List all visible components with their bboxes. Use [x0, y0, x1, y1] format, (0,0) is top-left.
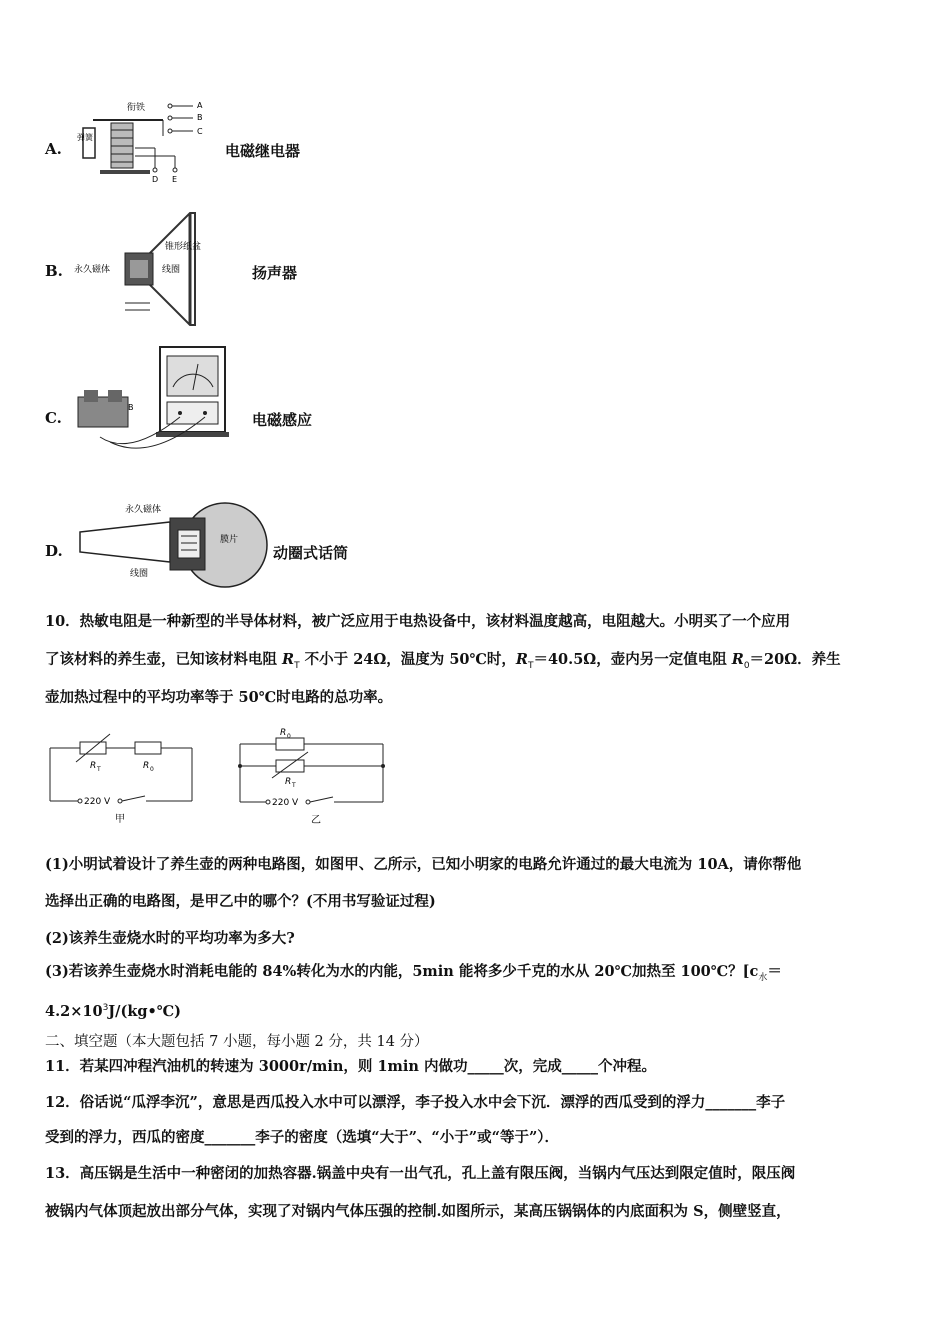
jia-rt-label: R	[90, 761, 97, 771]
yi-caption: 乙	[311, 815, 321, 826]
microphone-magnet-label: 永久磁体	[125, 505, 162, 515]
jia-voltage-label: 220 V	[84, 797, 111, 807]
induction-b-label: B	[128, 403, 134, 412]
relay-terminal-e: E	[172, 175, 178, 184]
jia-r0-sub: 0	[150, 766, 154, 773]
option-a-name: 电磁继电器	[225, 142, 301, 160]
option-b-letter: B.	[45, 262, 63, 280]
q13-line1: 13．高压锅是生活中一种密闭的加热容器.锅盖中央有一出气孔，孔上盖有限压阀，当锅内气压达到限定值时，限压阀	[45, 1165, 796, 1182]
section2-heading: 二、填空题（本大题包括 7 小题，每小题 2 分，共 14 分）	[45, 1034, 429, 1050]
circuit-jia	[40, 728, 210, 828]
relay-terminal-b: B	[197, 113, 203, 122]
jia-rt-sub: T	[97, 766, 101, 773]
option-c-letter: C.	[45, 409, 62, 427]
q10-line1: 10．热敏电阻是一种新型的半导体材料，被广泛应用于电热设备中，该材料温度越高，电阻越大。小明买了一个应用	[45, 613, 791, 630]
q10-sub1-line1: (1)小明试着设计了养生壶的两种电路图，如图甲、乙所示，已知小明家的电路允许通过的最大电流为 10A，请你帮他	[45, 856, 802, 873]
q13-line2: 被锅内气体顶起放出部分气体，实现了对锅内气体压强的控制.如图所示，某高压锅锅体的内底面积为 S，侧壁竖直，	[45, 1203, 791, 1220]
q12-line2: 受到的浮力，西瓜的密度_______李子的密度（选填“大于”、“小于”或“等于”）．	[45, 1129, 560, 1146]
microphone-coil-label: 线圈	[130, 569, 149, 579]
q10-line2: 了该材料的养生壶，已知该材料电阻 $R_T$ 不小于 24Ω，温度为 50℃时，$R_T=40.5\Omega$，壶内另一定值电阻 $R_0=20\Omega$．养生	[45, 651, 841, 671]
relay-spring-label: 弹簧	[77, 133, 93, 142]
relay-terminal-d: D	[152, 175, 159, 184]
option-d-name: 动圈式话筒	[273, 544, 349, 562]
q10-sub3-line2: $4.2\times 10^3J/(kg•℃)$	[45, 1002, 182, 1020]
yi-rt-label: R	[285, 777, 292, 787]
speaker-diagram	[70, 208, 240, 330]
speaker-magnet-label: 永久磁体	[74, 265, 111, 275]
circuit-yi	[228, 722, 398, 828]
speaker-coil-label: 线圈	[162, 265, 181, 275]
q12-line1: 12．俗话说“瓜浮李沉”，意思是西瓜投入水中可以漂浮，李子投入水中会下沉．漂浮的西瓜受到的浮力_______李子	[45, 1094, 786, 1111]
yi-voltage-label: 220 V	[272, 798, 299, 808]
relay-diagram	[75, 98, 215, 186]
microphone-diagram	[75, 500, 270, 590]
speaker-cone-label: 锥形纸盆	[165, 242, 202, 252]
q11: 11．若某四冲程汽油机的转速为 3000r/min，则 1min 内做功_____次，完成_____个冲程。	[45, 1058, 656, 1075]
option-a-letter: A.	[45, 140, 62, 158]
relay-terminal-a: A	[197, 101, 203, 110]
induction-diagram	[70, 342, 235, 467]
relay-armature-label: 衔铁	[127, 103, 146, 113]
option-d-letter: D.	[45, 542, 63, 560]
q10-sub2: (2)该养生壶烧水时的平均功率为多大?	[45, 930, 295, 947]
option-b-name: 扬声器	[252, 264, 298, 282]
option-c-name: 电磁感应	[252, 411, 313, 429]
jia-r0-label: R	[143, 761, 150, 771]
q10-line3: 壶加热过程中的平均功率等于 50℃时电路的总功率。	[45, 689, 393, 706]
microphone-membrane-label: 膜片	[220, 535, 239, 545]
yi-rt-sub: T	[292, 782, 296, 789]
jia-caption: 甲	[115, 814, 125, 825]
yi-r0-sub: 0	[287, 733, 291, 740]
q10-sub3-line1: (3)若该养生壶烧水时消耗电能的 84%转化为水的内能，5min 能将多少千克的水从 20℃加热至 100℃？[$c_水=$	[45, 963, 782, 983]
yi-r0-label: R	[280, 728, 287, 738]
q10-sub1-line2: 选择出正确的电路图，是甲乙中的哪个？(不用书写验证过程)	[45, 893, 436, 910]
relay-terminal-c: C	[197, 127, 203, 136]
